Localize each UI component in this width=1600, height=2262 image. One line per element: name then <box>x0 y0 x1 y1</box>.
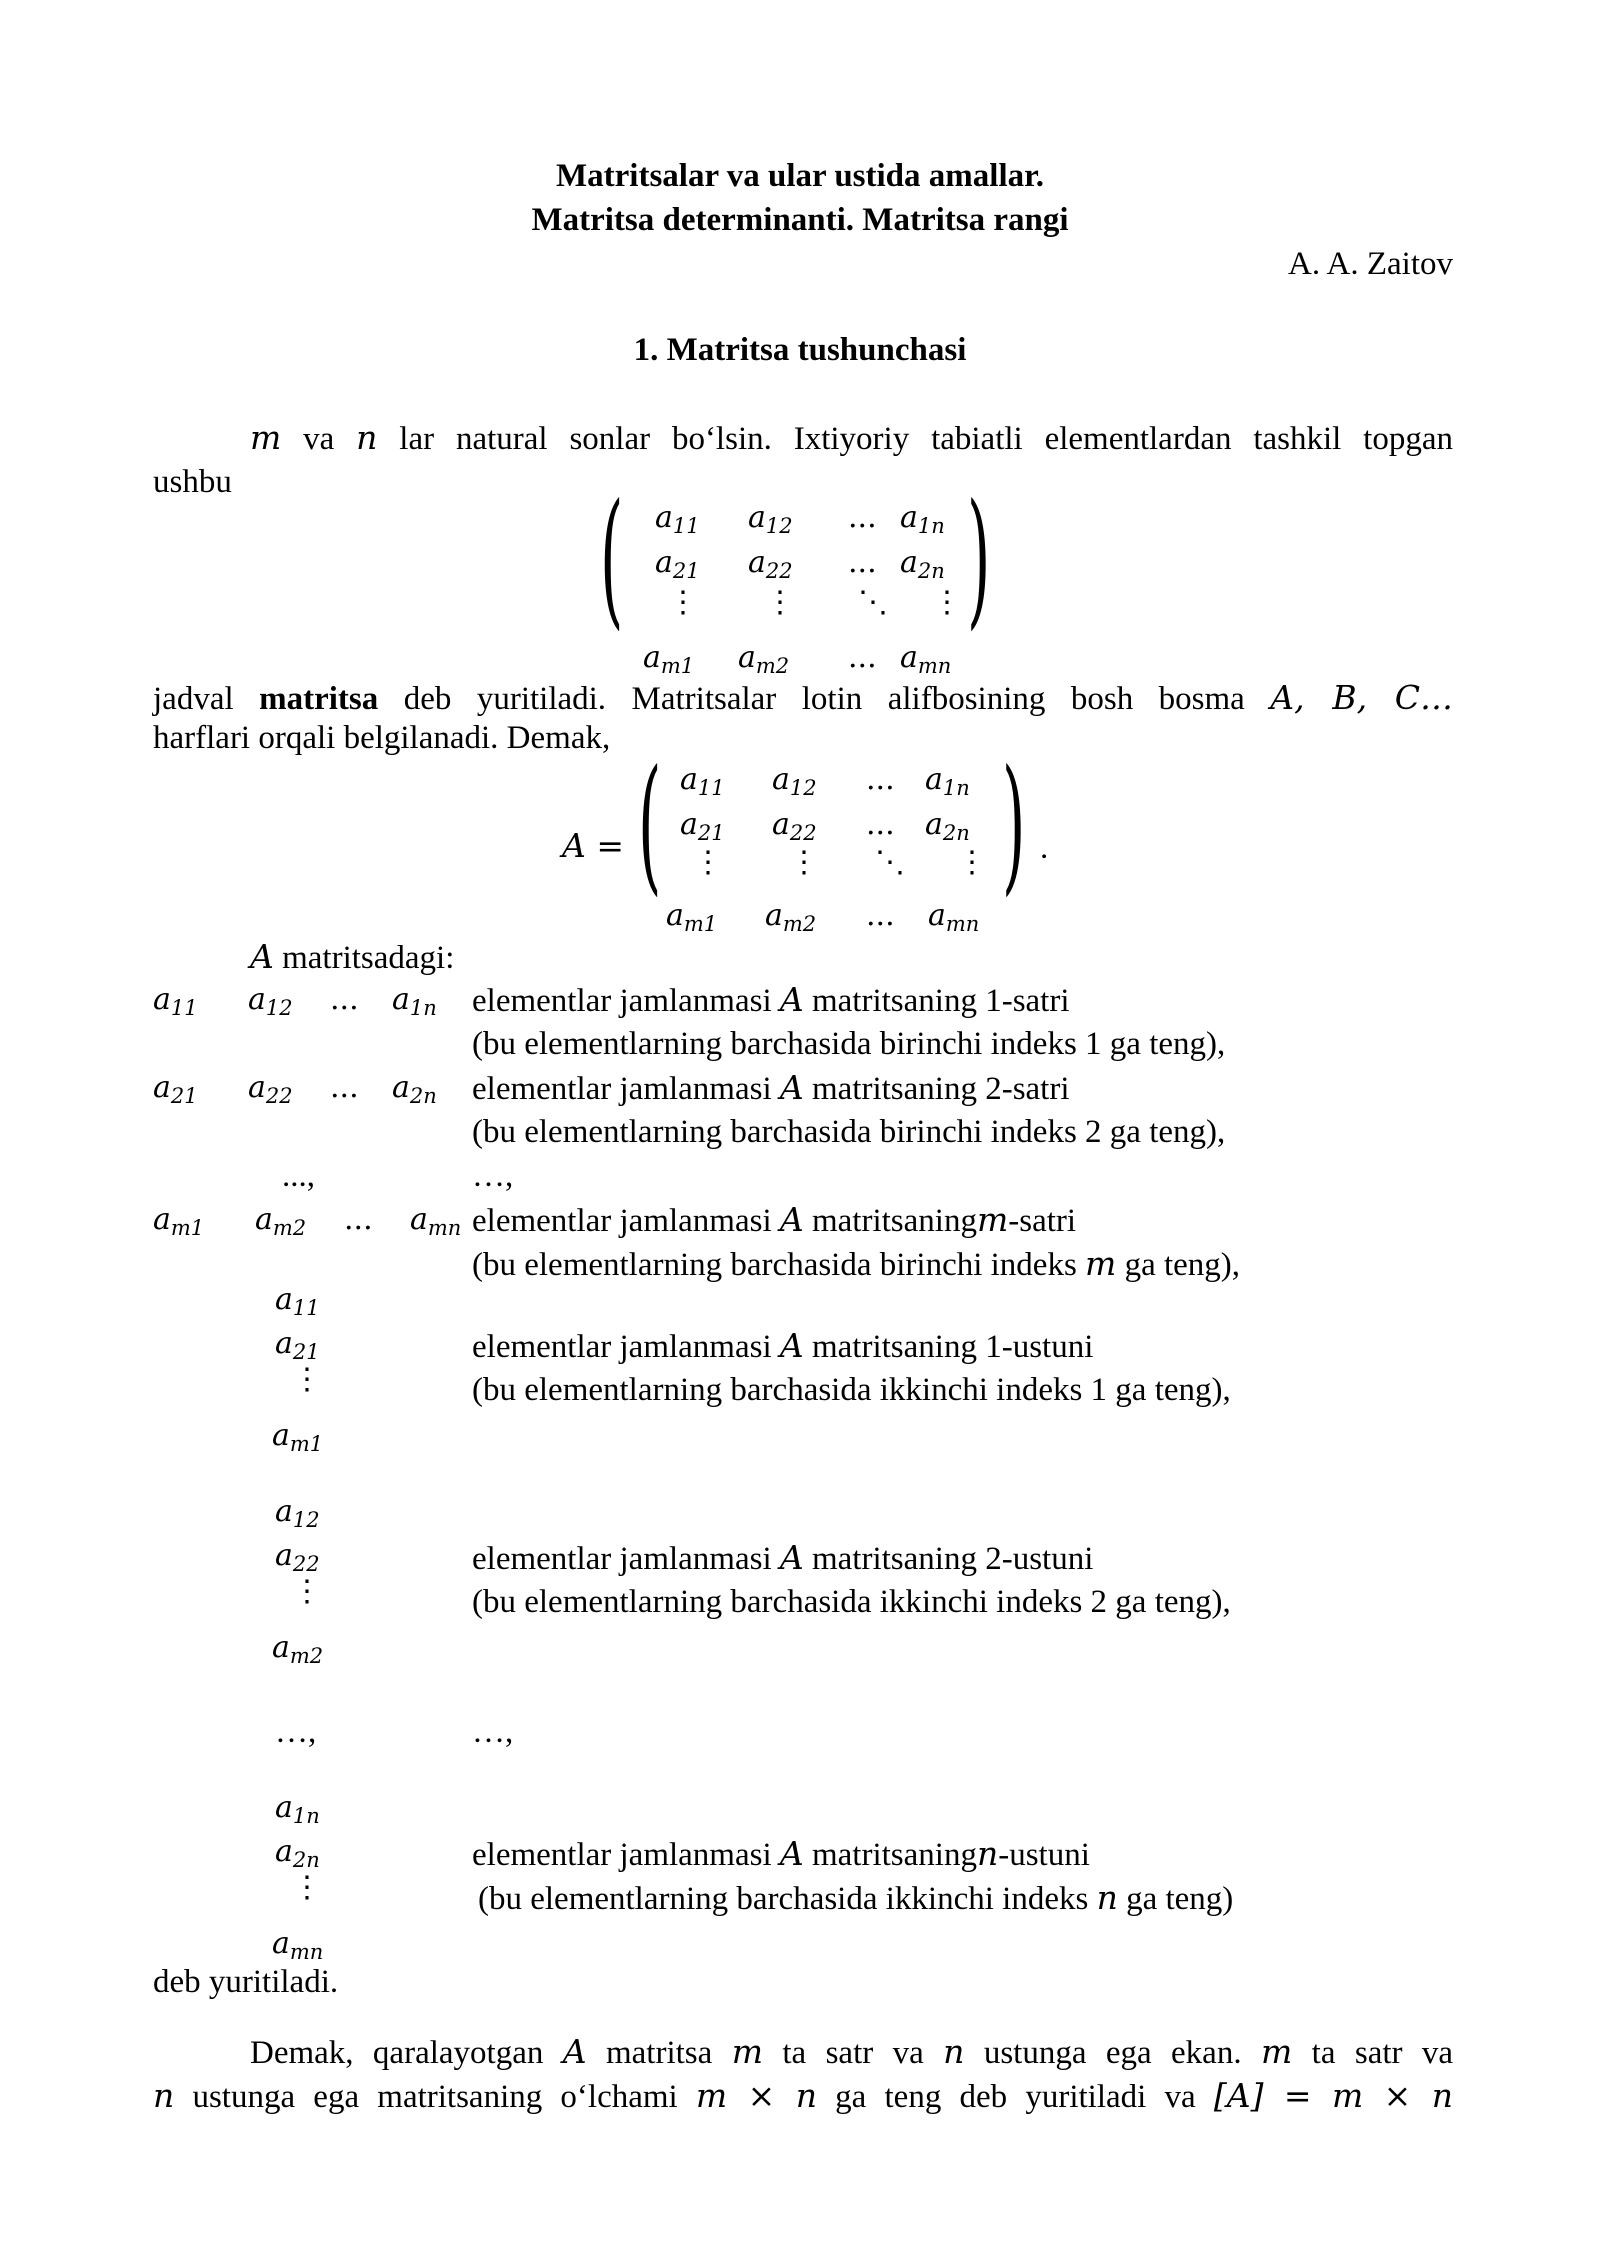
matrix-entry-a1n: $a_{1n}$ <box>900 500 945 538</box>
var-n: n <box>1096 1878 1118 1917</box>
rowm-desc-pre: elementlar jamlanmasi <box>472 1203 772 1239</box>
col2-a22: $a_{22}$ <box>275 1538 320 1576</box>
matrix-A-lhs: A = <box>562 826 624 865</box>
coln-note <box>478 1878 1233 1919</box>
var-n: n <box>976 1834 999 1873</box>
rowm-am1: $a_{m1}$ <box>153 1202 205 1240</box>
coln-desc-mid: matritsaning <box>811 1837 977 1873</box>
author-name: A. A. Zaitov <box>1288 246 1453 282</box>
final-text-a: Demak, qaralayotgan <box>250 2035 544 2071</box>
document-title-line-2: Matritsa determinanti. Matritsa rangi <box>531 202 1069 238</box>
letters-abc: A, B, C… <box>1270 678 1454 717</box>
final-paragraph-line-1 <box>250 2032 1453 2073</box>
matrix-entry-am1: $a_{m1}$ <box>643 640 695 678</box>
rowm-desc-mid: matritsaning <box>811 1203 977 1239</box>
notation-line: harflari orqali belgilanadi. Demak, <box>153 720 611 756</box>
intro-line-2: ushbu <box>153 464 232 500</box>
rowm-note-pre: (bu elementlarning barchasida birinchi indeks <box>472 1247 1077 1283</box>
rowm-note-post: ga teng), <box>1124 1247 1241 1283</box>
matrix-A-period: . <box>1040 830 1049 866</box>
col2-vdots: ⋮ <box>292 1574 322 1609</box>
rowm-description <box>472 1200 1076 1241</box>
var-A: A <box>779 1068 804 1107</box>
row2-a21: $a_{21}$ <box>153 1070 198 1108</box>
row1-description <box>472 980 1070 1021</box>
var-A: A <box>779 1538 804 1577</box>
intro-rest: lar natural sonlar bo‘lsin. Ixtiyoriy tabiatli elementlardan tashkil topgan <box>399 421 1453 457</box>
matrix-entry-a2n: $a_{2n}$ <box>925 807 970 845</box>
section-heading: 1. Matritsa tushunchasi <box>633 332 967 368</box>
col1-description <box>472 1326 1093 1367</box>
row2-desc-pre: elementlar jamlanmasi <box>472 1071 772 1107</box>
columns-closing: deb yuritiladi. <box>153 1964 339 2000</box>
row1-note: (bu elementlarning barchasida birinchi indeks 1 ga teng), <box>472 1026 1226 1062</box>
var-m: m <box>1260 2032 1293 2071</box>
final-text-c: ta satr va <box>782 2035 924 2071</box>
final-text-b: matritsa <box>605 2035 713 2071</box>
col1-am1: $a_{m1}$ <box>272 1418 324 1456</box>
matrix-entry-dots: ... <box>848 640 877 675</box>
coln-note-pre: (bu elementlarning barchasida ikkinchi indeks <box>478 1881 1089 1917</box>
left-paren: ( <box>600 473 624 646</box>
var-A: A <box>779 1200 804 1239</box>
coln-note-post: ga teng) <box>1126 1881 1234 1917</box>
row2-note: (bu elementlarning barchasida birinchi indeks 2 ga teng), <box>472 1114 1226 1150</box>
col1-vdots: ⋮ <box>292 1362 322 1397</box>
col1-note: (bu elementlarning barchasida ikkinchi indeks 1 ga teng), <box>472 1372 1231 1408</box>
coln-a1n: $a_{1n}$ <box>275 1790 320 1828</box>
col2-a12: $a_{12}$ <box>275 1494 320 1532</box>
matrix-entry-a12: $a_{12}$ <box>772 762 817 800</box>
rowm-desc-post: -satri <box>1008 1203 1077 1239</box>
final-text-d: ustunga ega ekan. <box>983 2035 1242 2071</box>
intro-line-1 <box>250 418 1453 459</box>
coln-vdots: ⋮ <box>292 1870 322 1905</box>
matrix-entry-amn: $a_{mn}$ <box>928 898 980 936</box>
matrix-ddots: ⋱ <box>858 585 888 620</box>
dimension-formula: [A] = m × n <box>1213 2076 1453 2115</box>
var-A: A <box>779 1326 804 1365</box>
row2-a2n: $a_{2n}$ <box>392 1070 437 1108</box>
col1-a11: $a_{11}$ <box>275 1282 320 1320</box>
row2-dots: ... <box>330 1070 359 1105</box>
row2-desc-post: matritsaning 2-satri <box>811 1071 1070 1107</box>
cols-ellipsis-right: …, <box>472 1714 514 1750</box>
var-n: n <box>356 418 378 457</box>
matrix-entry-a1n: $a_{1n}$ <box>925 762 970 800</box>
coln-desc-post: -ustuni <box>998 1837 1090 1873</box>
matrix-entry-dots: ... <box>866 898 895 933</box>
coln-a2n: $a_{2n}$ <box>275 1834 320 1872</box>
matrix-entry-am2: $a_{m2}$ <box>738 640 790 678</box>
matrix-vdots: ⋮ <box>957 845 987 880</box>
col2-desc-pre: elementlar jamlanmasi <box>472 1541 772 1577</box>
row1-a12: $a_{12}$ <box>248 982 293 1020</box>
term-matritsa: matritsa <box>259 681 379 717</box>
matrix-entry-a22: $a_{22}$ <box>772 807 817 845</box>
col1-desc-pre: elementlar jamlanmasi <box>472 1329 772 1365</box>
matrix-entry-a12: $a_{12}$ <box>748 500 793 538</box>
row1-desc-pre: elementlar jamlanmasi <box>472 983 772 1019</box>
col2-description <box>472 1538 1093 1579</box>
rows-ellipsis-right: …, <box>472 1158 514 1194</box>
matrix-vdots: ⋮ <box>789 845 819 880</box>
var-A: A <box>779 1834 804 1873</box>
col1-desc-post: matritsaning 1-ustuni <box>811 1329 1094 1365</box>
row2-a22: $a_{22}$ <box>248 1070 293 1108</box>
var-n: n <box>153 2076 175 2115</box>
var-A: A <box>779 980 804 1019</box>
final-text-l2b: ga teng deb yuritiladi va <box>835 2079 1196 2115</box>
var-n: n <box>943 2032 965 2071</box>
var-m: m <box>250 418 282 457</box>
matrix-entry-am2: $a_{m2}$ <box>765 898 817 936</box>
matrix-entry-dots: ... <box>848 545 877 580</box>
matrix-vdots: ⋮ <box>932 585 962 620</box>
matrix-vdots: ⋮ <box>693 845 723 880</box>
col2-note: (bu elementlarning barchasida ikkinchi indeks 2 ga teng), <box>472 1584 1231 1620</box>
matrix-entry-a2n: $a_{2n}$ <box>900 545 945 583</box>
text-jadval: jadval <box>153 681 234 717</box>
coln-desc-pre: elementlar jamlanmasi <box>472 1837 772 1873</box>
cols-ellipsis-left: …, <box>275 1714 317 1750</box>
matrix-vdots: ⋮ <box>668 585 698 620</box>
rowm-am2: $a_{m2}$ <box>255 1202 307 1240</box>
size-m-times-n: m × n <box>695 2076 817 2115</box>
matrix-entry-dots: ... <box>866 807 895 842</box>
matrix-entry-a22: $a_{22}$ <box>748 545 793 583</box>
matrix-definition-line <box>153 678 1453 719</box>
matrix-entry-a11: $a_{11}$ <box>680 762 725 800</box>
rowm-dots: ... <box>344 1202 373 1237</box>
coln-description <box>472 1834 1090 1875</box>
text-definition: deb yuritiladi. Matritsalar lotin alifbosining bosh bosma <box>403 681 1245 717</box>
rows-intro <box>250 937 454 978</box>
final-paragraph-line-2 <box>153 2076 1453 2117</box>
var-m: m <box>1085 1244 1117 1283</box>
rows-intro-text: matritsadagi: <box>282 940 455 976</box>
row1-a1n: $a_{1n}$ <box>392 982 437 1020</box>
col1-a21: $a_{21}$ <box>275 1326 320 1364</box>
col2-desc-post: matritsaning 2-ustuni <box>811 1541 1094 1577</box>
matrix-entry-am1: $a_{m1}$ <box>666 898 718 936</box>
col2-am2: $a_{m2}$ <box>272 1630 324 1668</box>
document-title-line-1: Matritsalar va ular ustida amallar. <box>556 158 1044 194</box>
right-paren: ) <box>967 473 991 646</box>
matrix-vdots: ⋮ <box>765 585 795 620</box>
var-m: m <box>976 1200 1009 1239</box>
row1-a11: $a_{11}$ <box>153 982 198 1020</box>
matrix-entry-a21: $a_{21}$ <box>655 545 700 583</box>
row2-description <box>472 1068 1070 1109</box>
var-A: A <box>250 937 274 976</box>
intro-va: va <box>303 421 335 457</box>
matrix-entry-dots: ... <box>848 500 877 535</box>
row1-desc-post: matritsaning 1-satri <box>811 983 1070 1019</box>
var-m: m <box>731 2032 763 2071</box>
final-text-l2a: ustunga ega matritsaning o‘lchami <box>192 2079 678 2115</box>
final-text-e: ta satr va <box>1311 2035 1454 2071</box>
left-paren: ( <box>638 739 662 912</box>
matrix-entry-amn: $a_{mn}$ <box>900 640 952 678</box>
var-A: A <box>562 2032 587 2071</box>
matrix-entry-a11: $a_{11}$ <box>655 500 700 538</box>
rows-ellipsis-left: ..., <box>282 1158 315 1194</box>
matrix-entry-dots: ... <box>866 762 895 797</box>
matrix-entry-a21: $a_{21}$ <box>680 807 725 845</box>
right-paren: ) <box>1002 739 1026 912</box>
rowm-amn: $a_{mn}$ <box>410 1202 462 1238</box>
row1-dots: ... <box>330 982 359 1017</box>
rowm-note <box>472 1244 1240 1285</box>
matrix-ddots: ⋱ <box>875 845 905 880</box>
coln-amn: $a_{mn}$ <box>272 1926 324 1964</box>
